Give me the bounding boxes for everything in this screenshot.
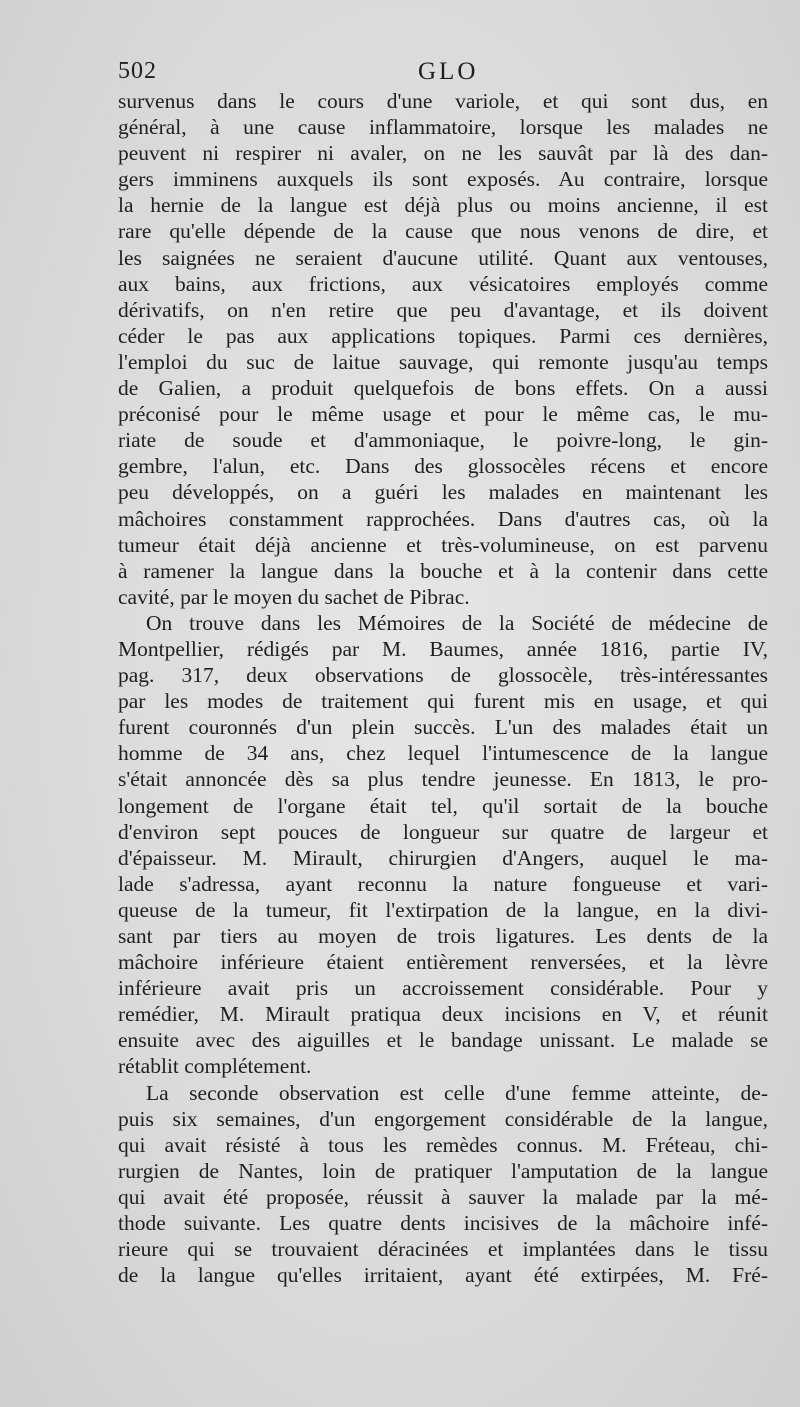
text-line: sant par tiers au moyen de trois ligatures. Les dents de la xyxy=(118,924,768,948)
text-line: mâchoire inférieure étaient entièrement renversées, et la lèvre xyxy=(118,950,768,975)
text-line: Montpellier, rédigés par M. Baumes, année 1816, partie IV, xyxy=(118,636,768,661)
text-line: de la langue qu'elles irritaient, ayant été extirpées, M. Fré- xyxy=(118,1263,768,1288)
text-line: ensuite avec des aiguilles et le bandage unissant. Le malade se xyxy=(118,1028,768,1053)
text-line: puis six semaines, d'un engorgement considérable de la langue, xyxy=(118,1106,768,1131)
text-line: rurgien de Nantes, loin de pratiquer l'amputation de la langue xyxy=(118,1158,768,1183)
text-line: céder le pas aux applications topiques. Parmi ces dernières, xyxy=(118,323,768,348)
text-line: dérivatifs, on n'en retire que peu d'avantage, et ils doivent xyxy=(118,297,768,322)
text-line: peuvent ni respirer ni avaler, on ne les sauvât par là des dan- xyxy=(118,141,768,166)
text-line: inférieure avait pris un accroissement considérable. Pour y xyxy=(118,976,768,1001)
text-line: survenus dans le cours d'une variole, et qui sont dus, en xyxy=(118,89,768,113)
text-line: d'épaisseur. M. Mirault, chirurgien d'Angers, auquel le ma- xyxy=(118,845,768,870)
text-line: tumeur était déjà ancienne et très-volumineuse, on est parvenu xyxy=(118,532,768,557)
text-line: par les modes de traitement qui furent mis en usage, et qui xyxy=(118,689,768,714)
text-line: lade s'adressa, ayant reconnu la nature fongueuse et vari- xyxy=(118,871,768,896)
text-line: homme de 34 ans, chez lequel l'intumescence de la langue xyxy=(118,741,768,766)
running-head: GLO xyxy=(418,58,479,85)
text-line: remédier, M. Mirault pratiqua deux incisions en V, et réunit xyxy=(118,1002,768,1027)
page-number: 502 xyxy=(118,58,157,84)
text-line: s'était annoncée dès sa plus tendre jeunesse. En 1813, le pro- xyxy=(118,767,768,792)
text-line: préconisé pour le même usage et pour le même cas, le mu- xyxy=(118,402,768,427)
text-line: peu développés, on a guéri les malades en maintenant les xyxy=(118,480,768,505)
body-text xyxy=(118,88,768,1288)
text-line: mâchoires constamment rapprochées. Dans d'autres cas, où la xyxy=(118,506,768,531)
text-line: rieure qui se trouvaient déracinées et implantées dans le tissu xyxy=(118,1237,768,1262)
text-line: la hernie de la langue est déjà plus ou moins ancienne, il est xyxy=(118,193,768,218)
text-line: gembre, l'alun, etc. Dans des glossocèles récens et encore xyxy=(118,454,768,479)
text-line: de Galien, a produit quelquefois de bons effets. On a aussi xyxy=(118,376,768,401)
text-line: queuse de la tumeur, fit l'extirpation de la langue, en la divi- xyxy=(118,897,768,922)
text-line: aux bains, aux frictions, aux vésicatoires employés comme xyxy=(118,271,768,296)
paragraph-end-line: rétablit complétement. xyxy=(118,1054,312,1079)
text-line: rare qu'elle dépende de la cause que nous venons de dire, et xyxy=(118,219,768,244)
text-line: furent couronnés d'un plein succès. L'un des malades était un xyxy=(118,715,768,740)
text-line: pag. 317, deux observations de glossocèle, très-intéressantes xyxy=(118,663,768,688)
text-line: longement de l'organe était tel, qu'il sortait de la bouche xyxy=(118,793,768,818)
paragraph-end-line: cavité, par le moyen du sachet de Pibrac. xyxy=(118,584,470,609)
text-line: général, à une cause inflammatoire, lorsque les malades ne xyxy=(118,115,768,140)
text-line: riate de soude et d'ammoniaque, le poivre-long, le gin- xyxy=(118,428,768,453)
page-header xyxy=(118,58,768,92)
text-line: thode suivante. Les quatre dents incisives de la mâchoire infé- xyxy=(118,1211,768,1236)
text-line: d'environ sept pouces de longueur sur quatre de largeur et xyxy=(118,819,768,844)
text-line: gers imminens auxquels ils sont exposés. Au contraire, lorsque xyxy=(118,167,768,192)
text-line: l'emploi du suc de laitue sauvage, qui remonte jusqu'au temps xyxy=(118,349,768,374)
text-line: qui avait résisté à tous les remèdes connus. M. Fréteau, chi- xyxy=(118,1132,768,1157)
paragraph-start-line: On trouve dans les Mémoires de la Société de médecine de xyxy=(146,610,768,635)
text-line: qui avait été proposée, réussit à sauver la malade par la mé- xyxy=(118,1184,768,1209)
text-line: à ramener la langue dans la bouche et à la contenir dans cette xyxy=(118,558,768,583)
text-line: les saignées ne seraient d'aucune utilité. Quant aux ventouses, xyxy=(118,245,768,270)
paragraph-start-line: La seconde observation est celle d'une femme atteinte, de- xyxy=(146,1080,768,1105)
